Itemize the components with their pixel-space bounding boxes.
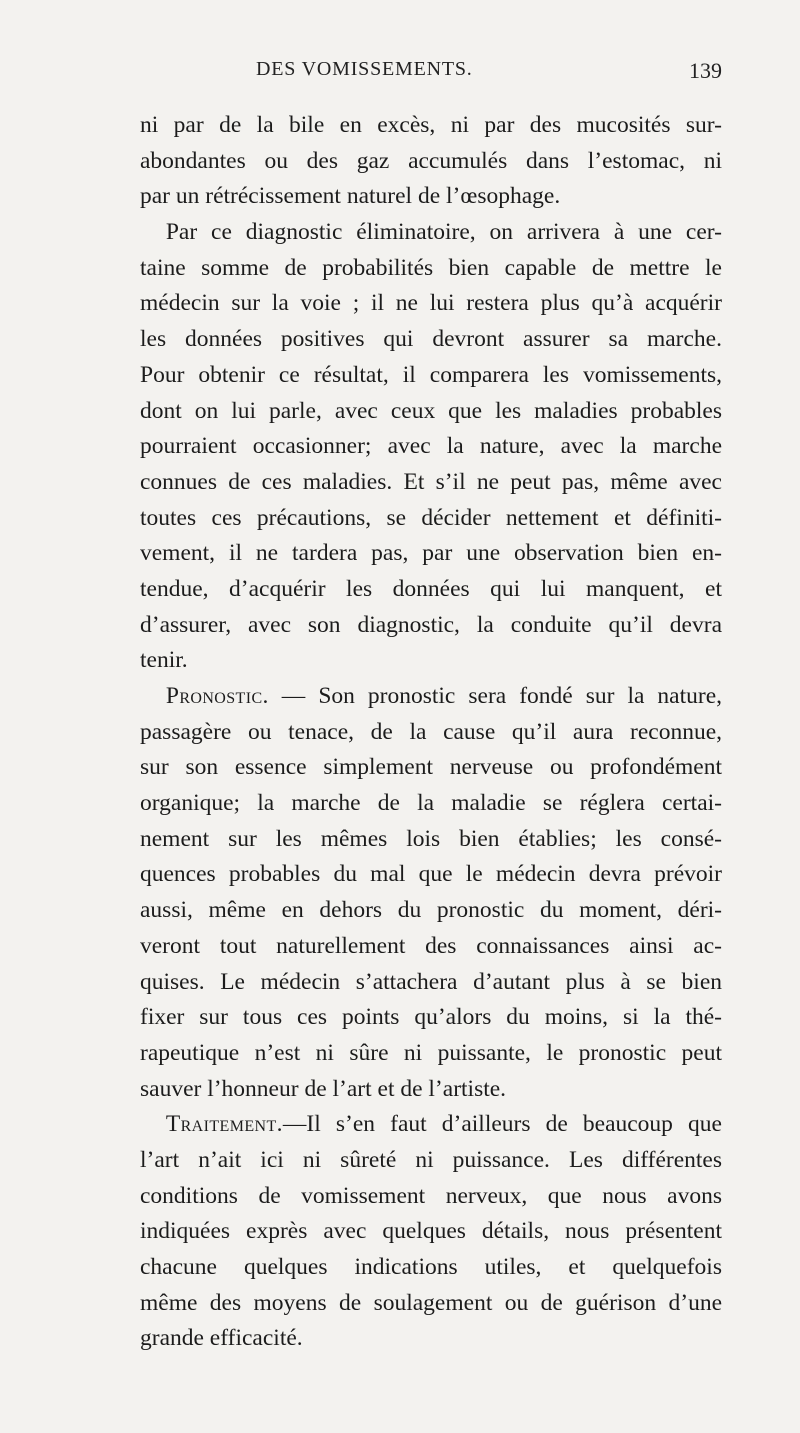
text-line: fixer sur tous ces points qu’alors du moins, si la thé- xyxy=(140,1004,722,1031)
running-head xyxy=(140,58,722,86)
text-line: quences probables du mal que le médecin devra prévoir xyxy=(140,861,722,888)
text-line: indiquées exprès avec quelques détails, nous présentent xyxy=(140,1218,722,1245)
body-text xyxy=(140,108,722,1357)
text-line: taine somme de probabilités bien capable de mettre le xyxy=(140,254,722,281)
text-line: abondantes ou des gaz accumulés dans l’estomac, ni xyxy=(140,147,722,174)
text-line: sur son essence simplement nerveuse ou profondément xyxy=(140,754,722,781)
text-line: passagère ou tenace, de la cause qu’il aura reconnue, xyxy=(140,718,722,745)
text-line: toutes ces précautions, se décider nettement et définiti- xyxy=(140,504,722,531)
text-line: médecin sur la voie ; il ne lui restera plus qu’à acquérir xyxy=(140,290,722,317)
text-line: connues de ces maladies. Et s’il ne peut pas, même avec xyxy=(140,468,722,495)
text-line: grande efficacité. xyxy=(140,1325,303,1352)
text-line: Par ce diagnostic éliminatoire, on arrivera à une cer- xyxy=(165,219,722,246)
pronostic-dash: — xyxy=(268,683,306,709)
text-line: nement sur les mêmes lois bien établies; les consé- xyxy=(140,825,722,852)
pronostic-heading: Pronostic. xyxy=(165,683,269,709)
text-line: chacune quelques indications utiles, et quelquefois xyxy=(140,1254,722,1280)
text-line: Pour obtenir ce résultat, il comparera les vomissements, xyxy=(140,361,722,388)
text-line: tenir. xyxy=(140,647,188,674)
text-line: sauver l’honneur de l’art et de l’artiste. xyxy=(140,1075,507,1102)
text-line: tendue, d’acquérir les données qui lui manquent, et xyxy=(140,575,722,602)
text-line: quises. Le médecin s’attachera d’autant plus à se bien xyxy=(140,968,722,995)
text-line: pourraient occasionner; avec la nature, avec la marche xyxy=(140,433,722,460)
traitement-first-line xyxy=(140,1107,722,1143)
text-line: les données positives qui devront assurer sa marche. xyxy=(140,326,722,353)
text-line: même des moyens de soulagement ou de guérison d’une xyxy=(140,1289,722,1316)
traitement-dash: — xyxy=(282,1111,307,1138)
text-line: ni par de la bile en excès, ni par des mucosités sur- xyxy=(140,112,722,138)
pronostic-first-line xyxy=(140,679,722,715)
traitement-first-line-text: Il s’en faut d’ailleurs de beaucoup que xyxy=(306,1111,722,1138)
text-line: aussi, même en dehors du pronostic du moment, déri- xyxy=(140,897,722,924)
page-number: 139 xyxy=(689,58,722,83)
text-line: conditions de vomissement nerveux, que nous avons xyxy=(140,1182,722,1209)
text-line: vement, il ne tardera pas, par une observation bien en- xyxy=(140,540,722,567)
text-line: dont on lui parle, avec ceux que les maladies probables xyxy=(140,397,722,424)
running-title: DES VOMISSEMENTS. xyxy=(256,58,473,80)
pronostic-first-line-text: Son pronostic sera fondé sur la nature, xyxy=(318,683,722,709)
text-line: veront tout naturellement des connaissances ainsi ac- xyxy=(140,932,722,959)
text-line: organique; la marche de la maladie se réglera certai- xyxy=(140,790,722,817)
text-line: rapeutique n’est ni sûre ni puissante, le pronostic peut xyxy=(140,1039,722,1066)
text-line: l’art n’ait ici ni sûreté ni puissance. Les différentes xyxy=(140,1146,722,1173)
text-line: par un rétrécissement naturel de l’œsophage. xyxy=(140,183,561,210)
traitement-heading: Traitement. xyxy=(165,1111,283,1138)
text-line: d’assurer, avec son diagnostic, la conduite qu’il devra xyxy=(140,611,722,638)
